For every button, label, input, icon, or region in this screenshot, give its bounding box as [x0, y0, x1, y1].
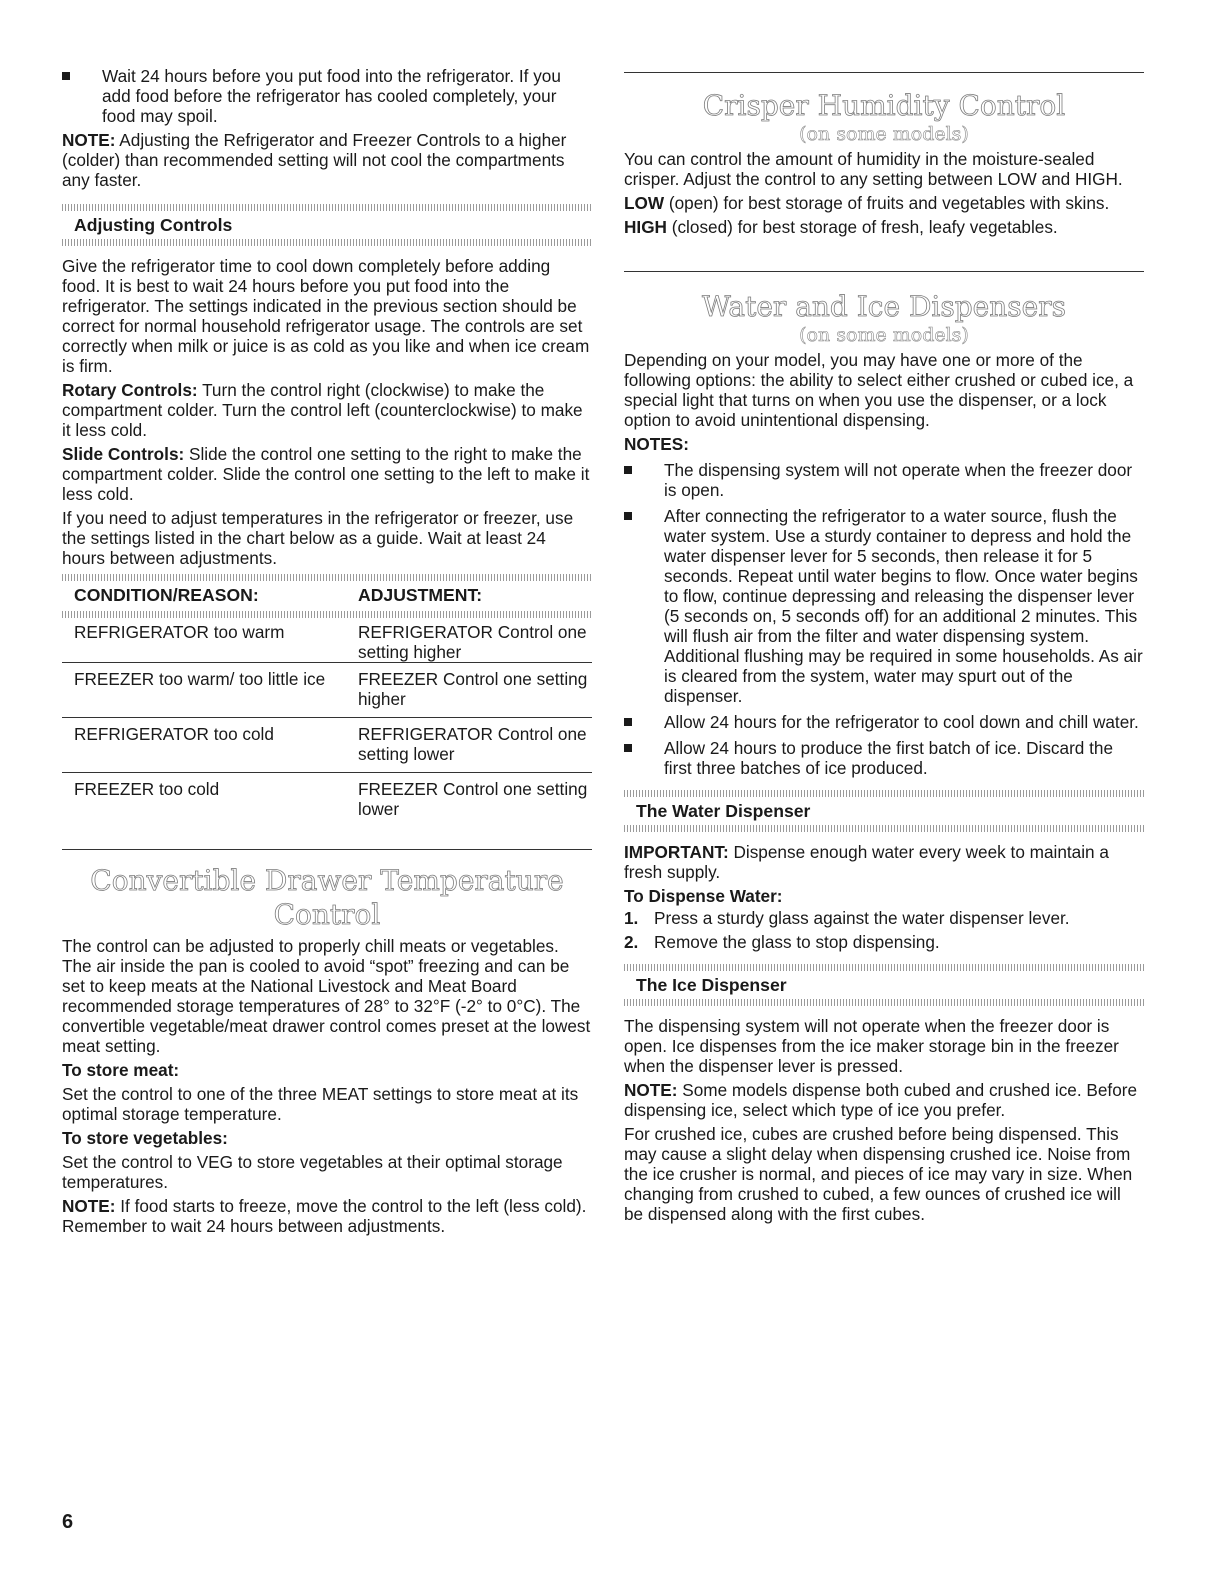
- list-item: [624, 738, 1144, 778]
- dispensers-text: Depending on your model, you may have one or more of the following options: the ability to select either crushed or cubed ice, a special light that turns on when you use the dispenser, or a lock option to avoid unintentional dispensing.: [624, 350, 1134, 430]
- note-item-text: Allow 24 hours for the refrigerator to cool down and chill water.: [664, 712, 1139, 732]
- crisper-text: You can control the amount of humidity in the moisture-sealed crisper. Adjust the control to any setting between LOW and HIGH.: [624, 149, 1123, 189]
- note2-paragraph: [62, 1196, 592, 1236]
- chart-adjustment: REFRIGERATOR Control one setting lower: [346, 718, 592, 773]
- slide-text: Slide the control one setting to the right to make the compartment colder. Slide the control one setting to the left to make it less cold.: [62, 444, 590, 504]
- chart-condition: REFRIGERATOR too cold: [62, 718, 346, 773]
- note3-paragraph: [624, 1080, 1144, 1120]
- ice-text: The dispensing system will not operate when the freezer door is open. Ice dispenses from the ice maker storage bin in the freezer when the dispenser lever is pressed.: [624, 1016, 1119, 1076]
- bullet-icon: [624, 718, 632, 726]
- rotary-label: Rotary Controls:: [62, 380, 198, 400]
- hatch-rule: [62, 239, 592, 246]
- right-column: [624, 66, 1144, 1224]
- crushed-text: For crushed ice, cubes are crushed before being dispensed. This may cause a slight delay when dispensing crushed ice. Noise from the ice crusher is normal, and pieces of ice may vary in size. When changing from crushed to cubed, a few ounces of crushed ice will be dispensed along with the first cubes.: [624, 1124, 1133, 1224]
- ice-dispenser-heading: The Ice Dispenser: [636, 975, 787, 995]
- dispense-steps: [624, 908, 1144, 952]
- bullet-icon: [624, 744, 632, 752]
- left-column: [62, 66, 592, 1236]
- chart-header-adjustment: ADJUSTMENT:: [358, 585, 483, 605]
- note-text: Adjusting the Refrigerator and Freezer Controls to a higher (colder) than recommended setting will not cool the compartments any faster.: [62, 130, 567, 190]
- hatch-rule: [624, 825, 1144, 832]
- adjusting-intro: Give the refrigerator time to cool down completely before adding food. It is best to wait 24 hours before you put food into the refrigerator. The settings indicated in the previous section should be correct for normal household refrigerator usage. The controls are set correctly when milk or juice is as cold as you like and when ice cream is firm.: [62, 256, 590, 376]
- chart-adjustment: REFRIGERATOR Control one setting higher: [358, 622, 587, 662]
- bullet-icon: [62, 72, 70, 80]
- crisper-heading: Crisper Humidity Control: [702, 89, 1066, 122]
- dispensers-heading: Water and Ice Dispensers: [702, 290, 1066, 323]
- section-rule: [62, 849, 592, 850]
- chart-row: [62, 718, 592, 773]
- low-paragraph: [624, 193, 1144, 213]
- note3-label: NOTE:: [624, 1080, 678, 1100]
- store-veg-text: Set the control to VEG to store vegetables at their optimal storage temperatures.: [62, 1152, 563, 1192]
- important-label: IMPORTANT:: [624, 842, 729, 862]
- chart-adjustment: FREEZER Control one setting lower: [346, 773, 592, 828]
- chart-row: [62, 618, 592, 663]
- hatch-rule: [62, 574, 592, 581]
- high-text: (closed) for best storage of fresh, leafy vegetables.: [666, 217, 1058, 237]
- crisper-subheading: (on some models): [799, 123, 969, 145]
- hatch-rule: [624, 790, 1144, 797]
- note-item-text: Allow 24 hours to produce the first batch of ice. Discard the first three batches of ice produced.: [664, 738, 1114, 778]
- section-rule: [624, 72, 1144, 73]
- dispensers-subheading: (on some models): [799, 324, 969, 346]
- important-paragraph: [624, 842, 1144, 882]
- chart-condition: FREEZER too cold: [62, 773, 346, 828]
- hatch-rule: [624, 964, 1144, 971]
- store-meat-label: To store meat:: [62, 1060, 180, 1080]
- note-item-text: The dispensing system will not operate when the freezer door is open.: [664, 460, 1133, 500]
- bullet-icon: [624, 466, 632, 474]
- note-item-text: After connecting the refrigerator to a water source, flush the water system. Use a sturdy container to depress and hold the water dispenser lever for 5 seconds, then release it for 5 seconds. Repeat until water begins to flow. Once water begins to flow, continue depressing and releasing the dispenser lever (5 seconds on, 5 seconds off) for an additional 2 minutes. This will flush air from the filter and water dispensing system. Additional flushing may be required in some households. As air is cleared from the system, water may spurt out of the dispenser.: [664, 506, 1143, 706]
- adjustment-chart: [62, 581, 592, 827]
- chart-row: [62, 663, 592, 718]
- intro-bullet-text: Wait 24 hours before you put food into the refrigerator. If you add food before the refrigerator has cooled completely, your food may spoil.: [102, 66, 561, 126]
- chart-condition: REFRIGERATOR too warm: [74, 622, 285, 642]
- chart-adjustment: FREEZER Control one setting higher: [346, 663, 592, 718]
- hatch-rule: [624, 999, 1144, 1006]
- note2-label: NOTE:: [62, 1196, 116, 1216]
- note-paragraph: [62, 130, 592, 190]
- store-meat-text: Set the control to one of the three MEAT settings to store meat at its optimal storage temperature.: [62, 1084, 579, 1124]
- chart-header-condition: CONDITION/REASON:: [74, 585, 259, 605]
- store-veg-label: To store vegetables:: [62, 1128, 228, 1148]
- step-number: 2.: [624, 932, 639, 952]
- low-label: LOW: [624, 193, 665, 213]
- water-dispenser-heading: The Water Dispenser: [636, 801, 811, 821]
- page-number: 6: [62, 1511, 74, 1533]
- list-item: [624, 460, 1144, 500]
- rotary-paragraph: [62, 380, 592, 440]
- chart-condition: FREEZER too warm/ too little ice: [62, 663, 346, 718]
- note3-text: Some models dispense both cubed and crushed ice. Before dispensing ice, select which type of ice you prefer.: [624, 1080, 1138, 1120]
- slide-paragraph: [62, 444, 592, 504]
- bullet-icon: [624, 512, 632, 520]
- list-item: [624, 908, 1144, 928]
- convertible-heading: Convertible Drawer Temperature Control: [90, 864, 564, 931]
- hatch-rule: [62, 204, 592, 211]
- step-text: Remove the glass to stop dispensing.: [654, 932, 940, 952]
- adjusting-controls-heading: Adjusting Controls: [74, 215, 233, 235]
- list-item: [624, 506, 1144, 706]
- list-item: [624, 932, 1144, 952]
- convertible-text: The control can be adjusted to properly chill meats or vegetables. The air inside the pan is cooled to avoid “spot” freezing and can be set to keep meats at the National Livestock and Meat Board recommended storage temperatures of 28° to 32°F (-2° to 0°C). The convertible vegetable/meat drawer control comes preset at the lowest meat setting.: [62, 936, 591, 1056]
- high-paragraph: [624, 217, 1144, 237]
- step-text: Press a sturdy glass against the water dispenser lever.: [654, 908, 1070, 928]
- adjust-temps-paragraph: If you need to adjust temperatures in the refrigerator or freezer, use the settings listed in the chart below as a guide. Wait at least 24 hours between adjustments.: [62, 508, 574, 568]
- list-item: [624, 712, 1144, 732]
- intro-bullet: [62, 66, 592, 126]
- note2-text: If food starts to freeze, move the control to the left (less cold). Remember to wait 24 hours between adjustments.: [62, 1196, 587, 1236]
- rotary-text: Turn the control right (clockwise) to make the compartment colder. Turn the control left (counterclockwise) to make it less cold.: [62, 380, 583, 440]
- important-text: Dispense enough water every week to maintain a fresh supply.: [624, 842, 1109, 882]
- section-rule: [624, 271, 1144, 272]
- notes-label: NOTES:: [624, 434, 689, 454]
- high-label: HIGH: [624, 217, 667, 237]
- note-label: NOTE:: [62, 130, 116, 150]
- dispense-water-label: To Dispense Water:: [624, 886, 783, 906]
- hatch-rule: [62, 611, 592, 618]
- chart-row: [62, 773, 592, 828]
- low-text: (open) for best storage of fruits and vegetables with skins.: [664, 193, 1110, 213]
- step-number: 1.: [624, 908, 639, 928]
- slide-label: Slide Controls:: [62, 444, 185, 464]
